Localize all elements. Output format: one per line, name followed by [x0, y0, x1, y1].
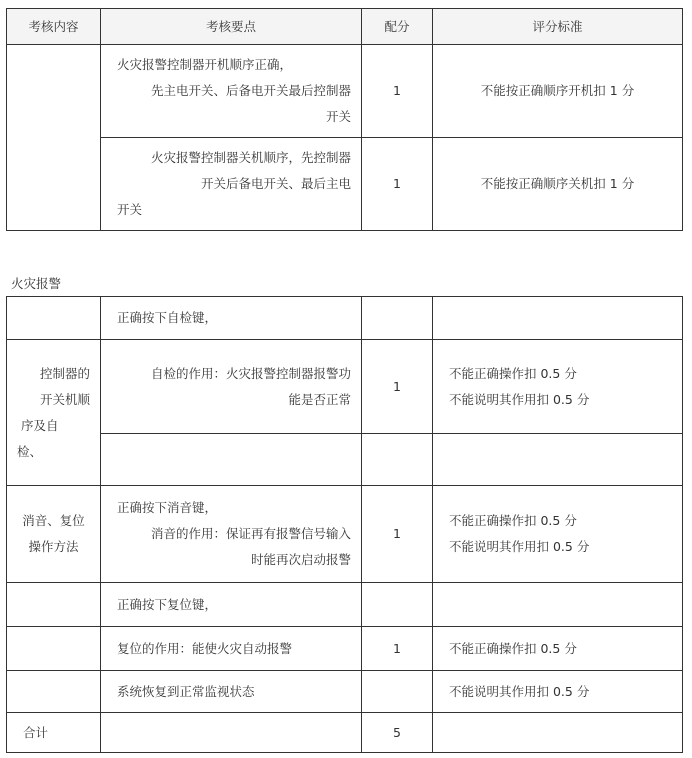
points-cell [101, 138, 362, 231]
points-line: 火灾报警控制器开机顺序正确， [117, 57, 293, 72]
criteria-cell [433, 434, 683, 486]
content-cell [7, 627, 101, 671]
criteria-line: 不能说明其作用扣 0.5 分 [449, 391, 590, 407]
criteria-cell [433, 340, 683, 434]
score-cell [362, 434, 433, 486]
content-line: 控制器的 [39, 365, 90, 381]
points-line: 开关 [325, 109, 351, 124]
total-label: 合计 [7, 713, 101, 753]
scoring-table-2 [6, 296, 683, 753]
total-score: 5 [362, 713, 433, 753]
header-score: 配分 [362, 9, 433, 45]
score-cell: 1 [362, 45, 433, 138]
score-cell: 1 [362, 340, 433, 434]
total-row [7, 713, 683, 753]
criteria-cell: 不能按正确顺序开机扣 1 分 [433, 45, 683, 138]
table-row [7, 138, 683, 231]
criteria-line: 不能正确操作扣 0.5 分 [449, 365, 577, 381]
content-line: 序及自 [21, 417, 59, 433]
header-criteria: 评分标准 [433, 9, 683, 45]
points-line: 正确按下消音键， [117, 500, 218, 515]
content-cell [7, 45, 101, 231]
table-header-row [7, 9, 683, 45]
criteria-cell: 不能说明其作用扣 0.5 分 [433, 671, 683, 713]
score-cell: 1 [362, 138, 433, 231]
table-row [7, 627, 683, 671]
content-line: 操作方法 [28, 539, 79, 554]
content-cell [7, 340, 101, 486]
points-line: 开关后备电开关、最后主电 [200, 176, 351, 191]
score-cell [362, 583, 433, 627]
points-cell [101, 45, 362, 138]
points-cell: 系统恢复到正常监视状态 [101, 671, 362, 713]
score-cell: 1 [362, 627, 433, 671]
score-cell [362, 671, 433, 713]
points-cell [101, 340, 362, 434]
criteria-cell: 不能按正确顺序关机扣 1 分 [433, 138, 683, 231]
points-line: 消音的作用：保证再有报警信号输入 [150, 526, 351, 541]
points-line: 先主电开关、后备电开关最后控制器 [150, 83, 351, 98]
criteria-cell [433, 486, 683, 583]
points-line: 开关 [117, 202, 143, 217]
points-cell [101, 486, 362, 583]
content-cell [7, 671, 101, 713]
table-row [7, 340, 683, 434]
criteria-cell [433, 297, 683, 340]
table-row [7, 434, 683, 486]
points-line: 时能再次启动报警 [250, 552, 351, 567]
points-line: 自检的作用：火灾报警控制器报警功 [150, 365, 351, 381]
content-cell [7, 297, 101, 340]
points-cell: 正确按下复位键， [101, 583, 362, 627]
table-row [7, 671, 683, 713]
table-row [7, 45, 683, 138]
points-cell: 正确按下自检键， [101, 297, 362, 340]
points-cell [101, 713, 362, 753]
content-cell [7, 583, 101, 627]
section-label: 火灾报警 [11, 276, 62, 291]
points-line: 能是否正常 [288, 391, 351, 407]
points-line: 火灾报警控制器关机顺序，先控制器 [150, 150, 351, 165]
table-row [7, 486, 683, 583]
score-cell [362, 297, 433, 340]
content-cell [7, 486, 101, 583]
scoring-table-1 [6, 8, 683, 231]
content-line: 消音、复位 [22, 513, 85, 528]
table-row [7, 583, 683, 627]
content-line: 检、 [17, 443, 43, 459]
criteria-cell [433, 713, 683, 753]
score-cell: 1 [362, 486, 433, 583]
criteria-line: 不能正确操作扣 0.5 分 [449, 513, 577, 528]
points-cell: 复位的作用：能使火灾自动报警 [101, 627, 362, 671]
header-points: 考核要点 [101, 9, 362, 45]
table-row [7, 297, 683, 340]
criteria-cell: 不能正确操作扣 0.5 分 [433, 627, 683, 671]
content-line: 开关机顺 [39, 391, 90, 407]
criteria-cell [433, 583, 683, 627]
header-content: 考核内容 [7, 9, 101, 45]
criteria-line: 不能说明其作用扣 0.5 分 [449, 539, 590, 554]
points-cell [101, 434, 362, 486]
